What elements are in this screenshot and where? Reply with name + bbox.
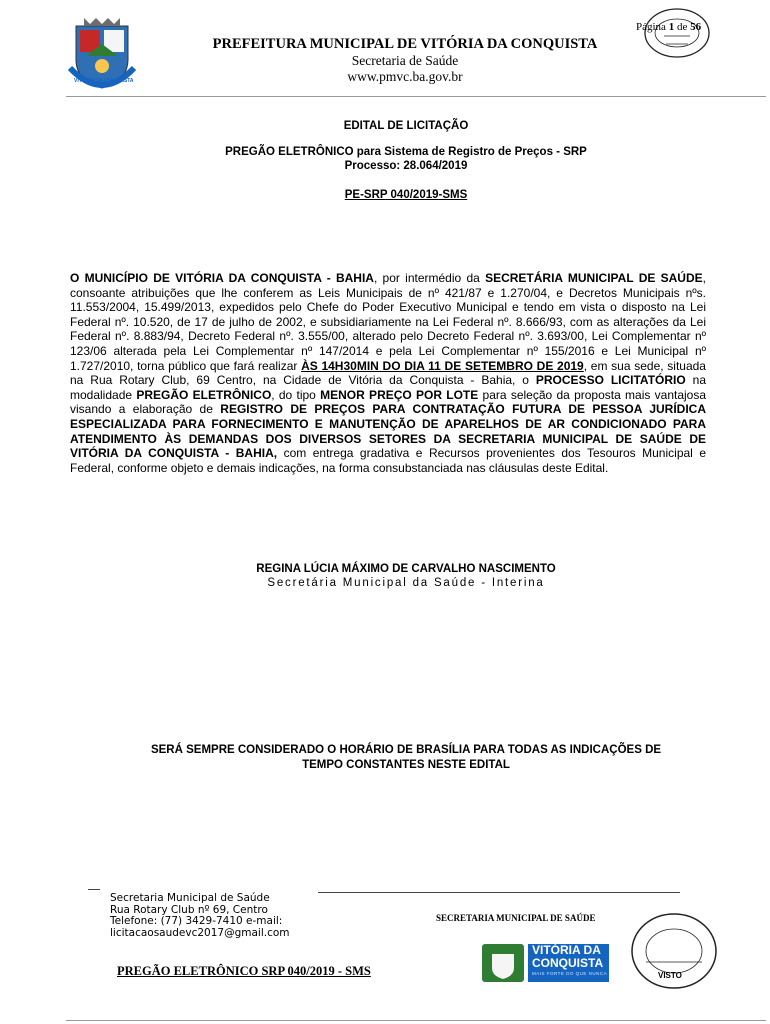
logo-line2: CONQUISTA — [532, 956, 604, 970]
page-number: Página 1 de 56 — [636, 21, 702, 33]
footer-dash — [88, 889, 100, 890]
vitoria-conquista-logo — [478, 940, 613, 986]
signatory-role: Secretária Municipal da Saúde - Interina — [267, 577, 545, 589]
time-notice: SERÁ SEMPRE CONSIDERADO O HORÁRIO DE BRASÍLIA PARA TODAS AS INDICAÇÕES DE TEMPO CONSTANTES NESTE EDITAL — [150, 744, 662, 771]
preamble-paragraph: O MUNICÍPIO DE VITÓRIA DA CONQUISTA - BAHIA, por intermédio da SECRETÁRIA MUNICIPAL DE SAÚDE, consoante atribuições que lhe conferem as Leis Municipais de nº 421/87 e 1.270/04, e Decretos Municipais nºs. 11.553/2004, 15.499/2013, expedidos pelo Chefe do Poder Executivo Municipal e tendo em vista o disposto na Lei Federal nº. 10.520, de 17 de julho de 2002, e subsidiariamente na Lei Federal nº. 8.666/93, com as alterações da Lei Federal nº. 8.883/94, Decreto Federal nº. 3.555/00, alterado pelo Decreto Federal nº. 3.693/00, Lei Complementar nº 123/06 alterada pela Lei Complementar nº 147/2014 e pela Lei Complementar nº 155/2016 e Lei Municipal nº 1.727/2010, torna público que fará realizar ÀS 14H30MIN DO DIA 11 DE SETEMBRO DE 2019, em sua sede, situada na Rua Rotary Club, 69 Centro, na Cidade de Vitória da Conquista - Bahia, o PROCESSO LICITATÓRIO na modalidade PREGÃO ELETRÔNICO, do tipo MENOR PREÇO POR LOTE para seleção da proposta mais vantajosa visando a elaboração de REGISTRO DE PREÇOS PARA CONTRATAÇÃO FUTURA DE PESSOA JURÍDICA ESPECIALIZADA PARA FORNECIMENTO E MANUTENÇÃO DE APARELHOS DE AR CONDICIONADO PARA ATENDIMENTO ÀS DEMANDAS DOS DIVERSOS SETORES DA SECRETARIA MUNICIPAL DE SAÚDE DE VITÓRIA DA CONQUISTA - BAHIA, com entrega gradativa e Recursos provenientes dos Tesouros Municipal e Federal, conforme objeto e demais indicações, na forma consubstanciada nas cláusulas deste Edital. — [70, 271, 707, 475]
edital-modalidade: PREGÃO ELETRÔNICO para Sistema de Registro de Preços - SRP — [225, 146, 587, 158]
page-title: PREFEITURA MUNICIPAL DE VITÓRIA DA CONQUISTA — [212, 36, 598, 52]
logo-tagline: MAIS FORTE DO QUE NUNCA — [532, 971, 608, 976]
footer-signature-line — [318, 892, 680, 893]
header-url: www.pmvc.ba.gov.br — [347, 69, 463, 84]
footer-divider — [66, 1020, 766, 1021]
footer-pregao: PREGÃO ELETRÔNICO SRP 040/2019 - SMS — [117, 964, 371, 978]
logo-line1: VITÓRIA DA — [532, 943, 601, 957]
header-subtitle: Secretaria de Saúde — [351, 53, 459, 68]
edital-processo: Processo: 28.064/2019 — [344, 160, 468, 172]
edital-code: PE-SRP 040/2019-SMS — [344, 189, 468, 201]
rubric-stamp-icon — [642, 6, 712, 60]
footer-address: Secretaria Municipal de Saúde Rua Rotary Club nº 69, Centro Telefone: (77) 3429-7410 e-mail: licitacaosaudevc2017@gmail.com — [110, 892, 290, 939]
edital-heading: EDITAL DE LICITAÇÃO — [343, 120, 469, 132]
crest-motto: VITÓRIA DA CONQUISTA — [74, 78, 134, 84]
header-divider — [66, 96, 766, 97]
footer-secretaria: SECRETARIA MUNICIPAL DE SAÚDE — [436, 913, 596, 923]
signatory-name: REGINA LÚCIA MÁXIMO DE CARVALHO NASCIMENTO — [256, 563, 556, 575]
stamp-visto-label: VISTO — [658, 971, 682, 980]
